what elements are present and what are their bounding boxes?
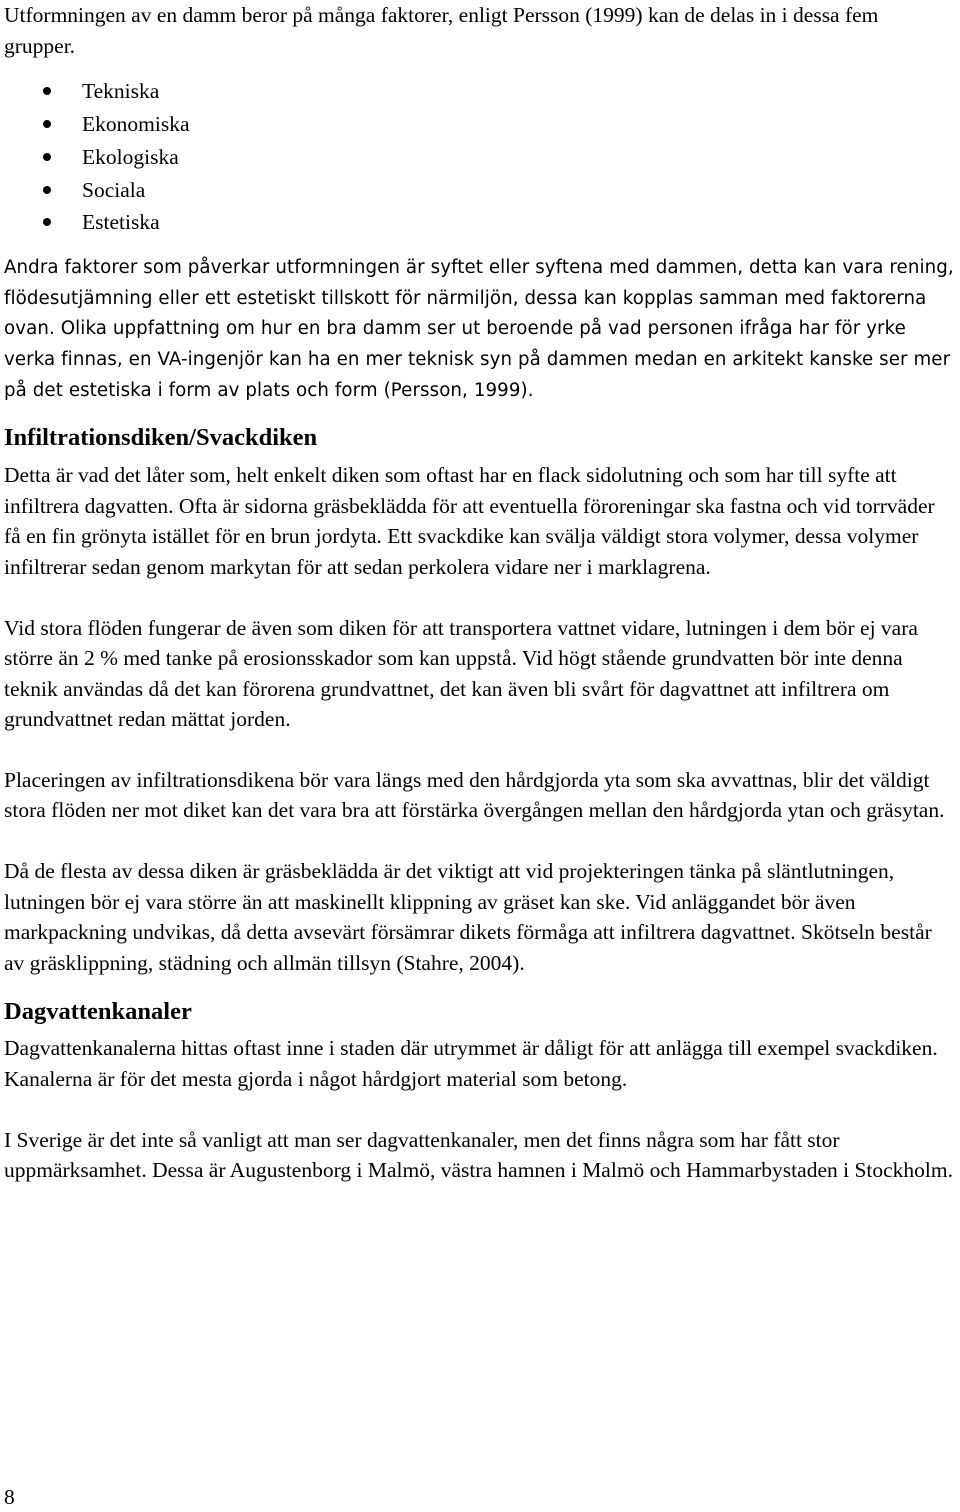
dagvatten-paragraph-2: I Sverige är det inte så vanligt att man ser dagvattenkanaler, men det finns några som har fått stor uppmärksamhet. Dessa är Augustenborg i Malmö, västra hamnen i Malmö och Hammarbystaden i Stockholm. <box>4 1127 954 1183</box>
bullet-icon <box>43 120 51 128</box>
section-heading-infiltration: Infiltrationsdiken/Svackdiken <box>4 424 318 452</box>
list-item <box>4 141 954 174</box>
intro-paragraph: Utformningen av en damm beror på många faktorer, enligt Persson (1999) kan de delas in i dessa fem grupper. <box>4 3 879 58</box>
bullet-icon <box>43 218 51 226</box>
list-item <box>4 108 954 141</box>
document-page <box>4 0 954 1186</box>
bullet-icon <box>43 153 51 161</box>
list-item <box>4 206 954 239</box>
list-item-label: Ekologiska <box>82 144 179 169</box>
bullet-icon <box>43 87 51 95</box>
page-number: 8 <box>4 1485 15 1509</box>
infiltration-paragraph-1: Detta är vad det låter som, helt enkelt diken som oftast har en flack sidolutning och som har till syfte att infiltrera dagvatten. Ofta är sidorna gräsbeklädda för att eventuella föroreningar ska fastna och vid torrväder få en fin grönyta istället för en brun jordyta. Ett svackdike kan svälja väldigt stora volymer, dessa volymer infiltrerar sedan genom markytan för att sedan perkolera vidare ner i marklagrena. <box>4 463 935 579</box>
infiltration-paragraph-4: Då de flesta av dessa diken är gräsbeklädda är det viktigt att vid projekteringen tänka på släntlutningen, lutningen bör ej vara större än att maskinellt klippning av gräset kan ske. Vid anläggandet bör även markpackning undvikas, då detta avsevärt försämrar dikets förmåga att infiltrera dagvattnet. Skötseln består av gräsklippning, städning och allmän tillsyn (Stahre, 2004). <box>4 859 932 975</box>
infiltration-paragraph-3: Placeringen av infiltrationsdikena bör vara längs med den hårdgjorda yta som ska avvattnas, blir det väldigt stora flöden ner mot diket kan det vara bra att förstärka övergången mellan den hårdgjorda ytan och gräsytan. <box>4 767 945 823</box>
section-heading-dagvattenkanaler: Dagvattenkanaler <box>4 998 192 1026</box>
factors-paragraph: Andra faktorer som påverkar utformningen är syftet eller syftena med dammen, detta kan vara rening, flödesutjämning eller ett estetiskt tillskott för närmiljön, dessa kan kopplas samman med faktorerna ovan. Olika uppfattning om hur en bra damm ser ut beroende på vad personen ifråga har för yrke verka finnas, en VA-ingenjör kan ha en mer teknisk syn på dammen medan en arkitekt kanske ser mer på det estetiska i form av plats och form (Persson, 1999). <box>4 257 954 401</box>
bullet-icon <box>43 186 51 194</box>
list-item-label: Tekniska <box>82 79 160 104</box>
list-item-label: Estetiska <box>82 210 160 235</box>
dagvatten-paragraph-1: Dagvattenkanalerna hittas oftast inne i staden där utrymmet är dåligt för att anlägga till exempel svackdiken. Kanalerna är för det mesta gjorda i något hårdgjort material som betong. <box>4 1036 938 1092</box>
list-item-label: Ekonomiska <box>82 111 190 136</box>
list-item <box>4 174 954 207</box>
infiltration-paragraph-2: Vid stora flöden fungerar de även som diken för att transportera vattnet vidare, lutningen i dem bör ej vara större än 2 % med tanke på erosionsskador som kan uppstå. Vid högt stående grundvatten bör inte denna teknik användas då det kan förorena grundvattnet, det kan även bli svårt för dagvattnet att infiltrera om grundvattnet redan mättat jorden. <box>4 615 918 732</box>
list-item-label: Sociala <box>82 177 146 202</box>
list-item <box>4 75 954 108</box>
factor-list <box>4 75 954 239</box>
